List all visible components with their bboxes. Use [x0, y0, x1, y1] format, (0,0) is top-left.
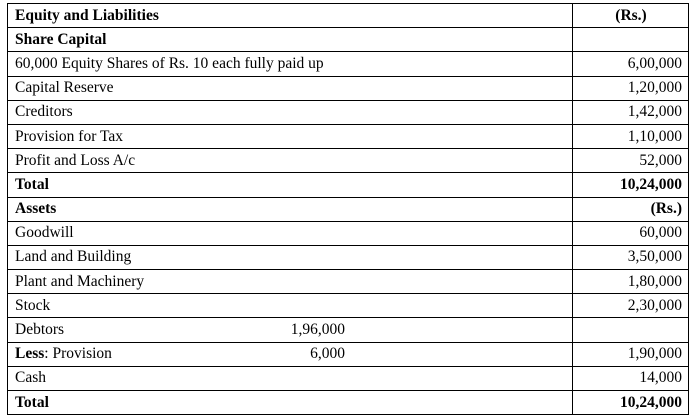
table-row [8, 245, 689, 269]
item-amount: 60,000 [573, 221, 689, 245]
provision-value: 6,000 [310, 345, 345, 363]
less-label: Less [15, 345, 45, 363]
provision-label [15, 345, 112, 363]
item-label: Provision for Tax [8, 124, 573, 148]
item-label: Land and Building [8, 245, 573, 269]
table-row [8, 52, 689, 76]
item-amount: 1,10,000 [573, 124, 689, 148]
table-row [8, 270, 689, 294]
cash-label: Cash [8, 366, 573, 390]
table-row-liabilities-total [8, 173, 689, 197]
cash-amount: 14,000 [573, 366, 689, 390]
item-amount: 52,000 [573, 149, 689, 173]
table-row [8, 294, 689, 318]
table-row-cash [8, 366, 689, 390]
debtors-label: Debtors [15, 321, 65, 339]
item-amount: 6,00,000 [573, 52, 689, 76]
table-row-provision [8, 342, 689, 366]
item-amount: 3,50,000 [573, 245, 689, 269]
table-row-header-liabilities [8, 4, 689, 28]
item-label: Profit and Loss A/c [8, 149, 573, 173]
balance-sheet-table [7, 3, 689, 415]
total-label: Total [8, 391, 573, 415]
total-label: Total [8, 173, 573, 197]
table-row [8, 76, 689, 100]
item-label: Goodwill [8, 221, 573, 245]
table-row [8, 149, 689, 173]
assets-heading: Assets [8, 197, 573, 221]
table-row [8, 100, 689, 124]
item-amount: 1,80,000 [573, 270, 689, 294]
item-amount: 2,30,000 [573, 294, 689, 318]
item-amount: 1,20,000 [573, 76, 689, 100]
item-label: Capital Reserve [8, 76, 573, 100]
item-label: Creditors [8, 100, 573, 124]
table-row-header-assets [8, 197, 689, 221]
item-amount: 1,42,000 [573, 100, 689, 124]
empty-amount-cell [573, 318, 689, 342]
total-amount: 10,24,000 [573, 173, 689, 197]
provision-label-rest: : Provision [44, 345, 112, 363]
table-row-assets-total [8, 391, 689, 415]
table-row [8, 221, 689, 245]
debtors-cell [8, 318, 573, 342]
total-amount: 10,24,000 [573, 391, 689, 415]
item-label: 60,000 Equity Shares of Rs. 10 each fully paid up [8, 52, 573, 76]
currency-header: (Rs.) [573, 4, 689, 28]
item-label: Plant and Machinery [8, 270, 573, 294]
item-label: Stock [8, 294, 573, 318]
debtors-gross: 1,96,000 [290, 321, 345, 339]
table-row [8, 124, 689, 148]
currency-header: (Rs.) [573, 197, 689, 221]
table-row-debtors [8, 318, 689, 342]
share-capital-title: Share Capital [8, 28, 573, 52]
table-row-share-capital [8, 28, 689, 52]
provision-cell [8, 342, 573, 366]
empty-amount-cell [573, 28, 689, 52]
liabilities-heading: Equity and Liabilities [8, 4, 573, 28]
net-debtors-amount: 1,90,000 [573, 342, 689, 366]
